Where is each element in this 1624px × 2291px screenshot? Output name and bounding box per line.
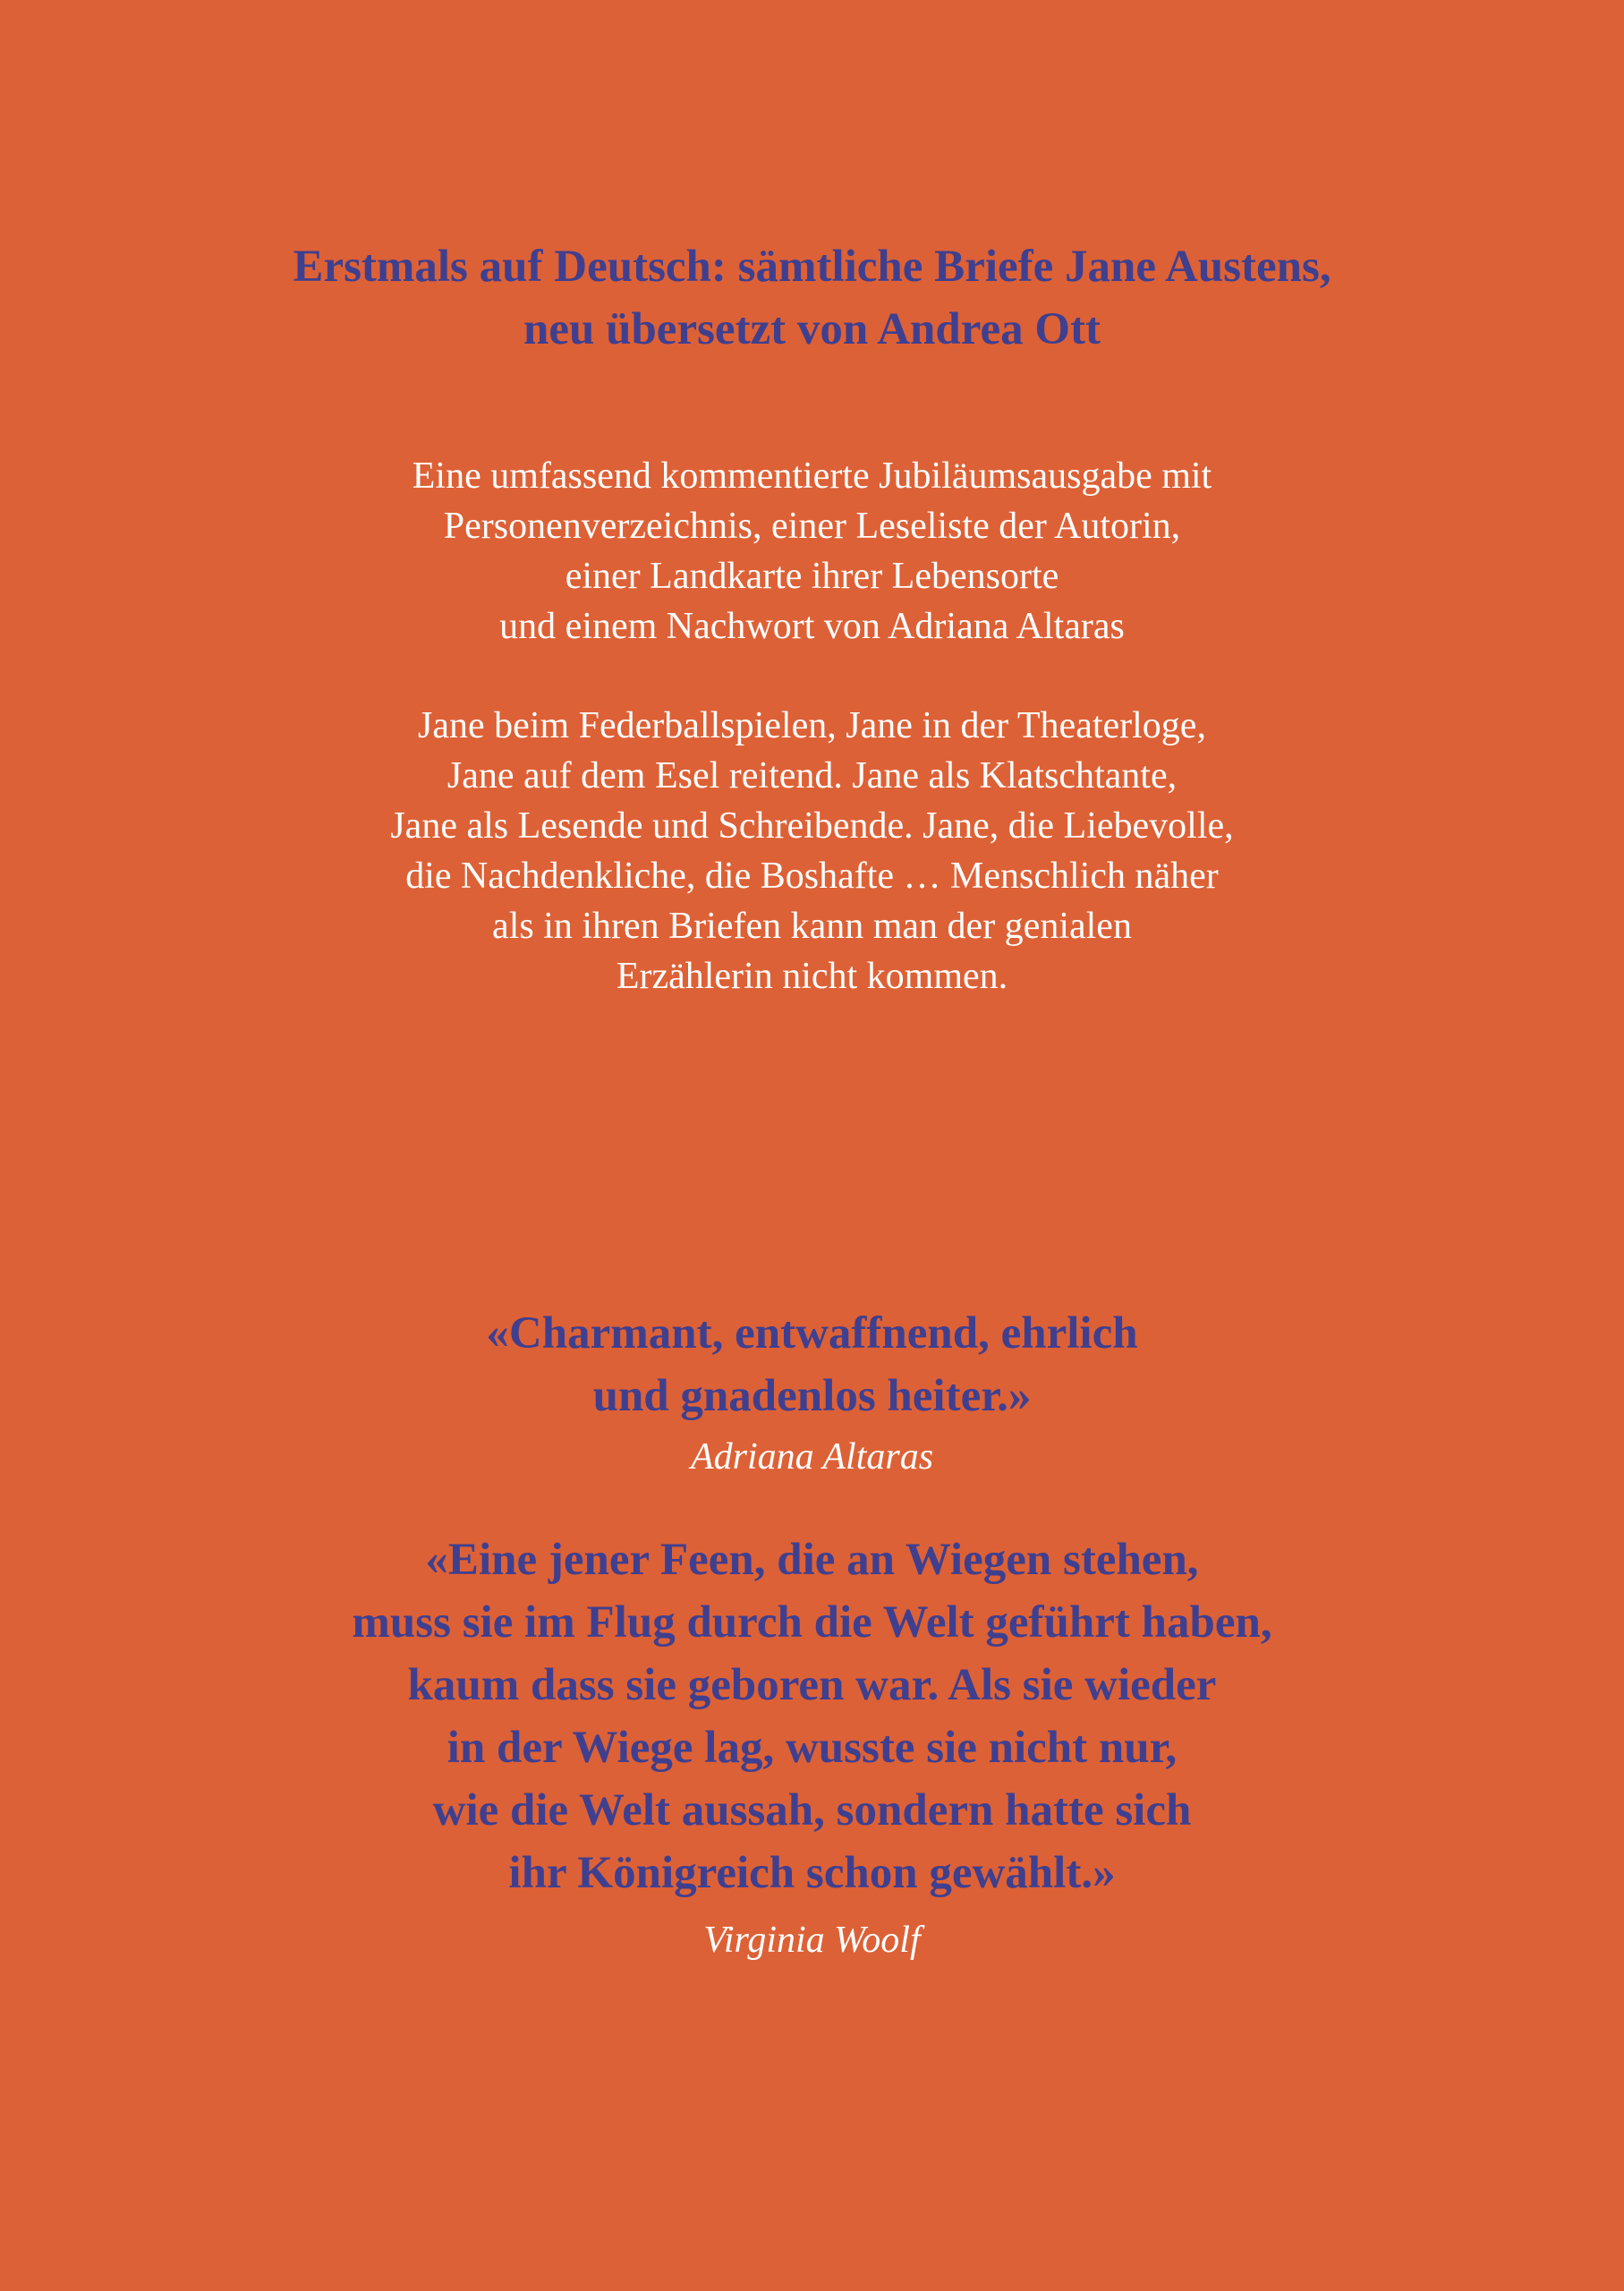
description-line: Jane als Lesende und Schreibende. Jane, die Liebevolle, — [390, 805, 1234, 847]
quote-author: Adriana Altaras — [690, 1436, 934, 1478]
description-edition — [0, 451, 1624, 652]
description-line: die Nachdenkliche, die Boshafte … Menschlich näher — [405, 856, 1219, 897]
quote-author: Virginia Woolf — [703, 1920, 921, 1961]
quote-line: «Eine jener Feen, die an Wiegen stehen, — [425, 1535, 1199, 1585]
description-line: Erzählerin nicht kommen. — [616, 956, 1008, 997]
description-line: Eine umfassend kommentierte Jubiläumsausgabe mit — [412, 456, 1212, 497]
quote-line: ihr Königreich schon gewählt.» — [508, 1848, 1116, 1898]
description-line: und einem Nachwort von Adriana Altaras — [499, 606, 1125, 647]
headline — [0, 235, 1624, 361]
quote-woolf — [0, 1529, 1624, 1904]
description-line: als in ihren Briefen kann man der genialen — [492, 906, 1132, 947]
description-line: Personenverzeichnis, einer Leseliste der Autorin, — [443, 506, 1181, 547]
description-blurb — [0, 701, 1624, 1001]
description-line: Jane auf dem Esel reitend. Jane als Klatschtante, — [446, 755, 1178, 796]
quote-line: «Charmant, entwaffnend, ehrlich — [486, 1308, 1138, 1358]
description-line: Jane beim Federballspielen, Jane in der Theaterloge, — [418, 705, 1206, 746]
quote-altaras — [0, 1302, 1624, 1427]
quote-line: muss sie im Flug durch die Welt geführt haben, — [352, 1597, 1272, 1648]
quote-line: in der Wiege lag, wusste sie nicht nur, — [446, 1723, 1178, 1773]
quote-line: wie die Welt aussah, sondern hatte sich — [432, 1785, 1192, 1835]
headline-line: Erstmals auf Deutsch: sämtliche Briefe Jane Austens, — [293, 242, 1331, 292]
headline-line: neu übersetzt von Andrea Ott — [523, 304, 1101, 354]
quote-line: und gnadenlos heiter.» — [592, 1371, 1032, 1421]
description-line: einer Landkarte ihrer Lebensorte — [565, 556, 1059, 597]
quote-line: kaum dass sie geboren war. Als sie wieder — [407, 1660, 1217, 1710]
